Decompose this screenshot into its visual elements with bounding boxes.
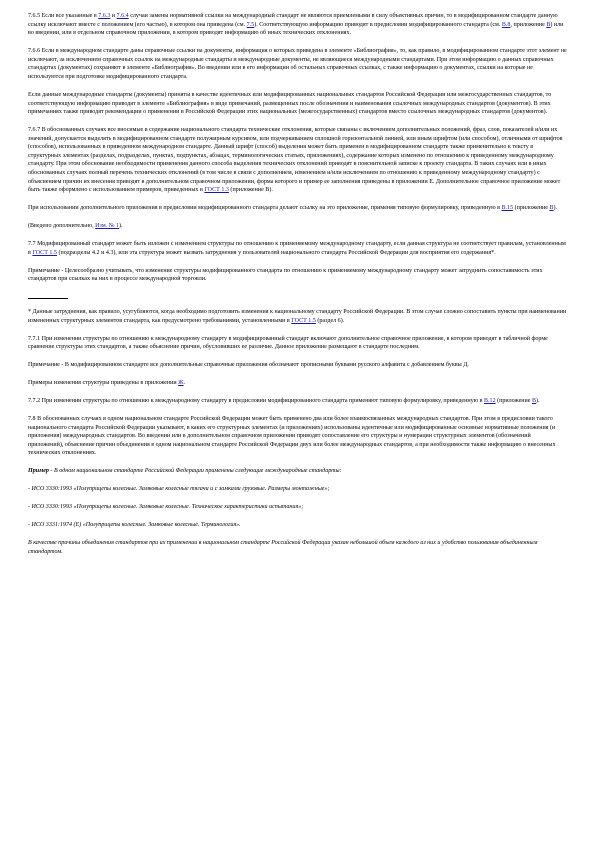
- text: и: [110, 13, 117, 19]
- link-appendix-zh[interactable]: Ж: [178, 380, 184, 387]
- text: (приложение: [495, 398, 532, 405]
- text: ).: [553, 205, 558, 212]
- example-item-3: - ИСО 3331:1974 (Е) «Полуприцепы колесные. Замковые колесные. Терминология».: [28, 522, 241, 529]
- link-v-12[interactable]: В.12: [484, 398, 496, 405]
- link-appendix-v[interactable]: В: [531, 398, 537, 405]
- link-v-15[interactable]: В.15: [501, 205, 514, 212]
- text: , приложение: [510, 21, 547, 28]
- paragraph-7-7-1: 7.7.1 При изменении структуры по отношению к международному стандарту в модифицированный стандарт включают дополнительное справочное приложение, в котором приводят в табличной форме сравнение структуры этих стандартов, а также объяснение причин, обусловивших ее различие. Данное приложение размещают в стандарте последним.: [28, 335, 548, 351]
- footnote-divider: [28, 298, 68, 299]
- text: 7.7 Модифицированный стандарт может быть изложен с изменением структуры по отношению к применяемому международному стандарту, если данная структура не соответствует правилам, установленным в: [28, 241, 566, 256]
- link-7-6-4[interactable]: 7.6.4: [116, 13, 129, 19]
- text: .: [183, 380, 186, 387]
- text: (подразделы 4.2 и 4.3), или эта структура может вызвать затруднения у пользователей национального стандарта Российской Федерации для восприятия его содержания*.: [56, 249, 496, 256]
- paragraph-structure-examples: [28, 379, 567, 388]
- paragraph-7-7: [28, 240, 567, 257]
- link-gost-1-3[interactable]: ГОСТ 1.3: [204, 187, 229, 194]
- example-item-2: - ИСО 3330:1993 «Полуприцепы колесные. Замковые колесные. Техническое характеристики испытания»;: [28, 504, 304, 511]
- paragraph-7-6-6: 7.6.6 Если в международном стандарте даны справочные ссылки на документы, информация о которых приведена в элементе «Библиография», то, как правило, в модифицированном стандарте этот элемент не исключают, за исключением справочных ссылок на международные стандарты и международные документы, не являющиеся международными стандартами. При этом информацию о данных справочных стандартах (документах) сохраняют в элементе «Библиография». Во введении или в его информации об остальных справочных ссылках, с также информацию о документах, ссылки на которые не используются при подготовке модифицированного стандарта.: [28, 48, 567, 80]
- text: ) или во введении, или в отдельном справочном приложении, в котором приводят информацию об иных технических отклонениях.: [28, 21, 564, 37]
- text: * Данные затруднения, как правило, усугубляются, когда необходимо подготовить изменения к национальному стандарту Российской Федерации. В этом случае сложно сопоставить пункты при наименовании измененных структурных элементов стандарта, как предусмотрено требованиями, установленными в: [28, 308, 567, 324]
- link-v-8[interactable]: В.8: [501, 21, 511, 28]
- note-additional-appendices: Примечание - В модифицированном стандарте все дополнительные справочные приложения обозначают прописными буквами русского алфавита с добавлением буквы Д.: [28, 362, 469, 369]
- paragraph-7-7-2: [28, 397, 567, 406]
- text: ).: [536, 398, 540, 405]
- link-appendix-v[interactable]: В: [546, 21, 551, 28]
- footnote: [28, 308, 567, 325]
- text: При использовании дополнительного приложения в предисловии модифицированного стандарта делают ссылку на это приложение, применяя типовую формулировку, приведенную в: [28, 205, 502, 212]
- link-7-6-3[interactable]: 7.6.3: [98, 13, 111, 19]
- link-appendix-v[interactable]: В: [549, 205, 554, 212]
- text: - В одном национальном стандарте Российской Федерации применены следующие международные стандарты:: [48, 468, 342, 475]
- example-item-1: - ИСО 3330:1993 «Полуприцепы колесные. Замковые колесные тягачи и с замками грузовые. Размеры монтажные»;: [28, 486, 330, 493]
- text: 7.6.7 В обоснованных случаях все вносимые в содержание национального стандарта технические отклонения, которые связаны с включением дополнительных положений, фраз, слов, показателей и/или их значений, допускается выделять в модифицированном стандарте полужирным курсивом, или подчеркиванием сплошной горизонтальной линией, или иным шрифтом (или способом), отличными от шрифтов (способов), использованных в приведенном международном стандарте. Данный шрифт (способ) выделения может быть применен в модифицированном стандарте также применительно к тексту в структурных элементах (разделах, подразделах, пунктах, подпунктах, абзацах, терминологических статьях, приложениях), содержание которых изменено по отношению к приведенному международному стандарту. При этом обоснование необходимости применения данного способа выделения технических отклонений приводят в пояснительной записке к проекту стандарта. В таких случаях или в иных обоснованных случаях полный перечень технических отклонений (в том числе в связи с дополнением, изменением и/или исключением по отношению к приведенному международному стандарту) с объяснением причин их внесения приводят в дополнительном справочном приложении, форма которого и пример ее заполнения приведены в приложении Е. Дополнительное справочное приложение может быть также оформлено с использованием примеров, приведенных в: [28, 127, 563, 194]
- link-gost-1-5[interactable]: ГОСТ 1.5: [291, 317, 316, 324]
- paragraph-7-8: 7.8 В обоснованных случаях в одном национальном стандарте Российской Федерации может быть применено два или более взаимосвязанных международных стандартов. При этом в предисловии такого национального стандарта Российской Федерации указывают, в каких его структурных элементах (и приложениях) использованы идентичные или модифицированные основные нормативные положения (и приложения) международных стандартов. Во введении или в дополнительном справочном приложении приводят сопоставление его структуры и нумерации структурных элементов (обозначений приложений), объяснение причин объединения в одном национальном стандарте Российской Федерации двух или более международных стандартов, а при необходимости также информацию о внесенных технических отклонениях.: [28, 416, 556, 457]
- text: случаи замены нормативной ссылки на международный стандарт не являются приемлемыми в силу объективных причин, то в модифицированном стандарте данную ссылку исключают вместе с положением (его частью), в котором она приведена (см.: [28, 13, 558, 28]
- link-amendment-1[interactable]: Изм. № 1: [95, 223, 119, 230]
- paragraph-additional-appendix: [28, 204, 567, 213]
- text: (Введено дополнительно,: [28, 223, 96, 230]
- text: (приложение: [513, 205, 550, 212]
- example-label: Пример: [28, 468, 49, 475]
- text: ). Соответствующую информацию приводят в предисловии модифицированного стандарта (см.: [254, 21, 502, 28]
- link-7-5[interactable]: 7.5: [246, 21, 255, 28]
- paragraph-7-6-7: [28, 126, 567, 195]
- paragraph-bibliography-note: Если данные международные стандарты (документы) приняты в качестве идентичных или модифицированных национальных стандартов Российской Федерации или межгосударственных стандартов, то соответствующую информацию приводят в элементе «Библиография» в виде примечаний, размещенных после обозначения и наименования ссылочных международных стандартов (документов). В этих примечаниях также приводят рекомендации о применении в Российской Федерации этих национальных (межгосударственных) стандартов вместо ссылочных международных стандартов (документов).: [28, 91, 552, 116]
- text: (приложение В).: [228, 187, 273, 194]
- text: Примеры изменения структуры приведены в приложении: [28, 380, 179, 387]
- text: 7.7.2 При изменении структуры по отношению к международному стандарту в предисловии модифицированного стандарта применяют типовую формулировку, приведенную в: [28, 398, 484, 405]
- paragraph-amendment-note: [28, 222, 567, 231]
- example-intro: [28, 467, 567, 476]
- note-structure-change: Примечание - Целесообразно учитывать, что изменение структуры модифицированного стандарта по отношению к применяемому международному стандарту может затруднить сопоставимость этих стандартов при ссылках на них в процессе международной торговли.: [28, 267, 543, 283]
- link-gost-1-5[interactable]: ГОСТ 1.5: [32, 249, 57, 256]
- text: (раздел 6).: [315, 317, 345, 324]
- paragraph-7-6-5: [28, 12, 567, 38]
- text: 7.6.5 Если все указанные в: [28, 13, 99, 19]
- text: ).: [119, 223, 123, 230]
- example-conclusion: В качестве причины объединения стандартов при их применении в национальном стандарте Российской Федерации указан небольшой объем каждого из них и удобство пользования объединенным стандартом.: [28, 540, 538, 555]
